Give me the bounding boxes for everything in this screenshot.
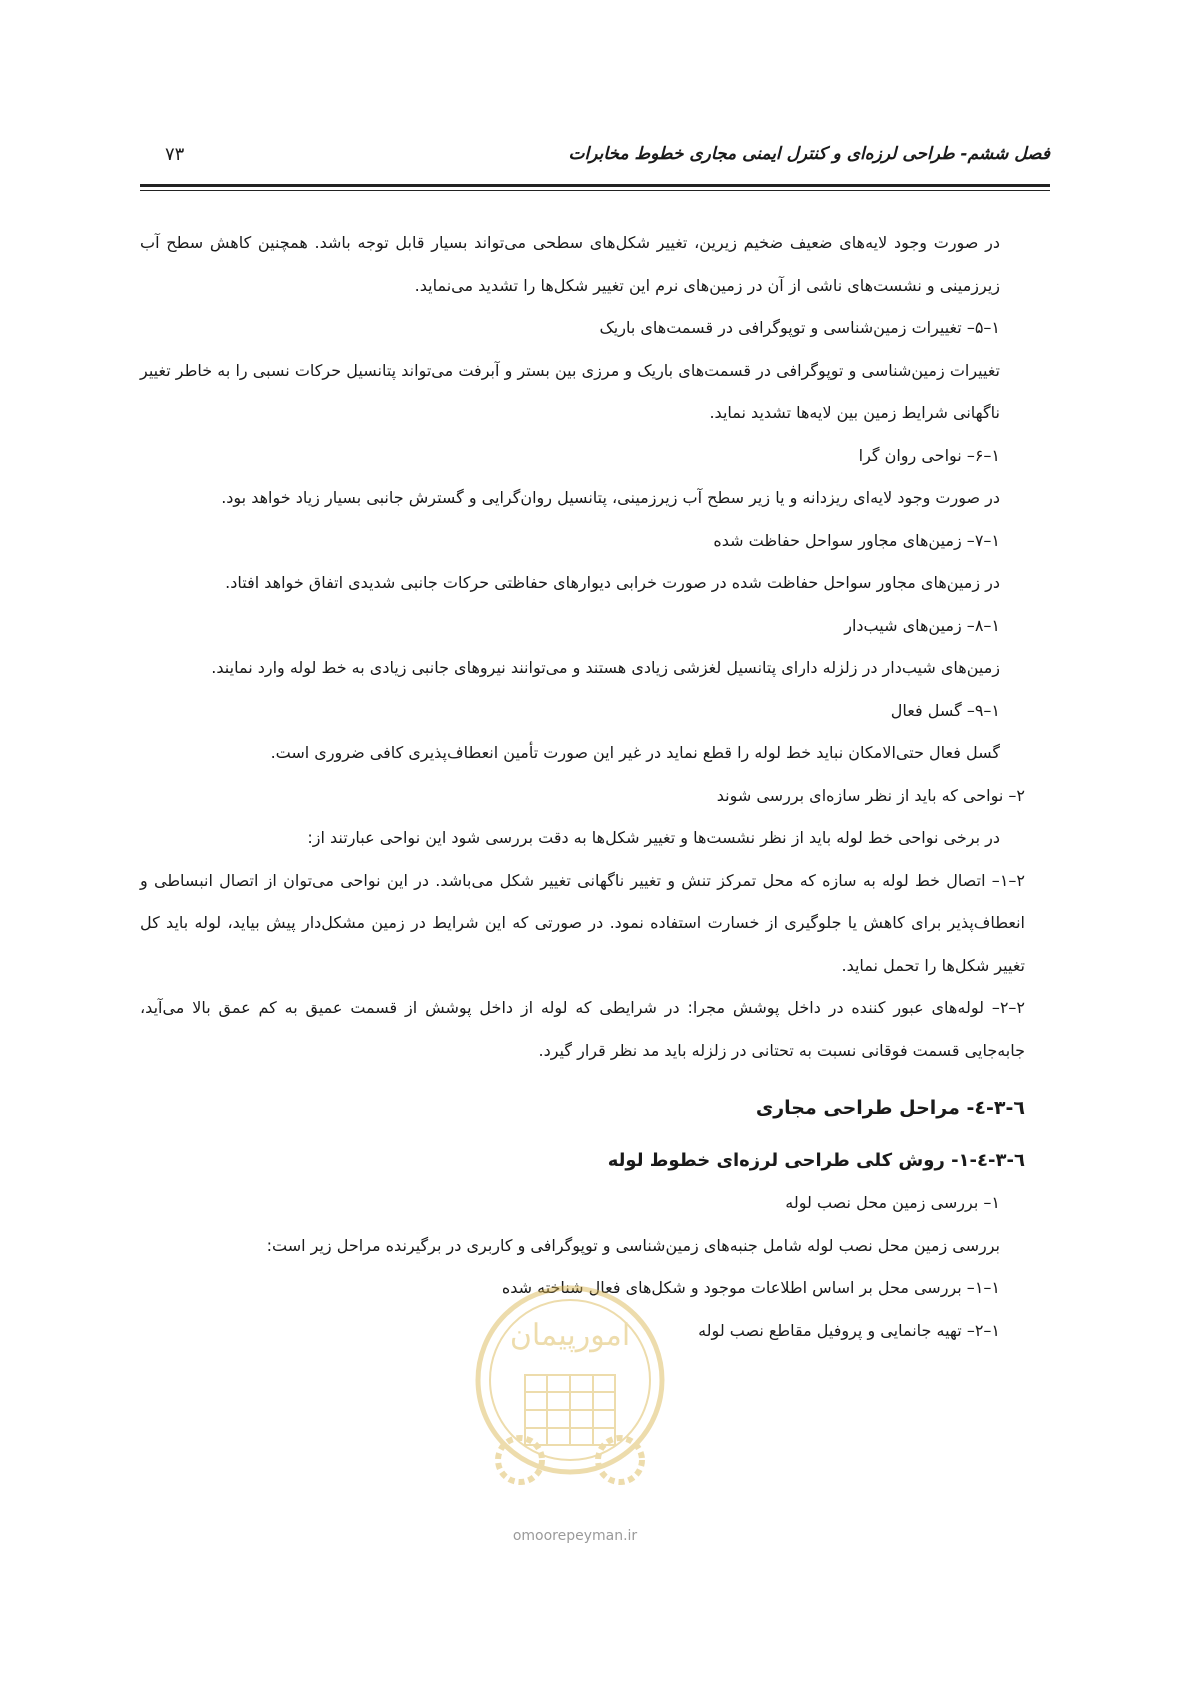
page-number: ۷۳ <box>165 144 185 165</box>
paragraph: ۲–۱– اتصال خط لوله به سازه که محل تمرکز تنش و تغییر ناگهانی تغییر شکل می‌باشد. در این نواحی می‌توان از اتصال انبساطی و انعطاف‌پذیر برای کاهش یا جلوگیری از خسارت استفاده نمود. در صورتی که این شرایط در زمین مشکل‌دار پیش بیاید، لوله باید کل تغییر شکل‌ها را تحمل نماید. <box>140 870 1025 975</box>
paragraph: ۲–۲– لوله‌های عبور کننده در داخل پوشش مجرا: در شرایطی که لوله از داخل پوشش از قسمت عمیق به کم عمق بالا می‌آید، جابه‌جایی قسمت فوقانی نسبت به تحتانی در زلزله باید مد نظر قرار گیرد. <box>140 998 1025 1060</box>
paragraph: در صورت وجود لایه‌ای ریزدانه و یا زیر سطح آب زیرزمینی، پتانسیل روان‌گرایی و گسترش جانبی بسیار زیاد خواهد بود. <box>221 488 1000 507</box>
list-item-title: ۲– نواحی که باید از نظر سازه‌ای بررسی شوند <box>716 785 1025 805</box>
section-heading: ٦-٣-٤- مراحل طراحی مجاری <box>755 1097 1025 1119</box>
watermark-url: omoorepeyman.ir <box>512 1528 638 1544</box>
list-item: ۱–۲– تهیه جانمایی و پروفیل مقاطع نصب لوله <box>698 1320 1000 1340</box>
paragraph: بررسی زمین محل نصب لوله شامل جنبه‌های زمین‌شناسی و توپوگرافی و کاربری در برگیرنده مراحل زیر است: <box>266 1235 1000 1255</box>
page-body <box>140 222 1025 1352</box>
paragraph: زمین‌های شیب‌دار در زلزله دارای پتانسیل لغزشی زیادی هستند و می‌توانند نیروهای جانبی زیادی به خط لوله وارد نمایند. <box>211 658 1000 677</box>
paragraph: در صورت وجود لایه‌های ضعیف ضخیم زیرین، تغییر شکل‌های سطحی می‌تواند بسیار قابل توجه باشد. همچنین کاهش سطح آب زیرزمینی و نشست‌های ناشی از آن در زمین‌های نرم این تغییر شکل‌ها را تشدید می‌نماید. <box>140 233 1000 295</box>
list-item: ۱–۱– بررسی محل بر اساس اطلاعات موجود و شکل‌های فعال شناخته شده <box>501 1278 1000 1297</box>
list-item-title: ۱–۹– گسل فعال <box>890 700 1000 720</box>
paragraph: در برخی نواحی خط لوله باید از نظر نشست‌ها و تغییر شکل‌ها به دقت بررسی شود این نواحی عبارتند از: <box>307 828 1000 847</box>
header-rule-thin <box>140 190 1050 191</box>
paragraph: تغییرات زمین‌شناسی و توپوگرافی در قسمت‌های باریک و مرزی بین بستر و آبرفت می‌تواند پتانسیل حرکات نسبی را به خاطر تغییر ناگهانی شرایط زمین بین لایه‌ها تشدید نماید. <box>140 360 1000 422</box>
paragraph: گسل فعال حتی‌الامکان نباید خط لوله را قطع نماید در غیر این صورت تأمین انعطاف‌پذیری کافی ضروری است. <box>270 743 1000 762</box>
list-item-title: ۱–۶– نواحی روان گرا <box>858 445 1000 465</box>
list-item-title: ۱–۷– زمین‌های مجاور سواحل حفاظت شده <box>713 530 1000 550</box>
subsection-heading: ٦-٣-٤-١- روش کلی طراحی لرزه‌ای خطوط لوله <box>607 1150 1025 1171</box>
paragraph: در زمین‌های مجاور سواحل حفاظت شده در صورت خرابی دیوارهای حفاظتی حرکات جانبی شدیدی اتفاق خواهد افتاد. <box>225 573 1000 592</box>
list-item-title: ۱–۸– زمین‌های شیب‌دار <box>844 615 1000 635</box>
chapter-title: فصل ششم- طراحی لرزه‌ای و کنترل ایمنی مجاری خطوط مخابرات <box>568 144 1050 164</box>
watermark-logo-icon <box>470 1270 670 1520</box>
page-header <box>140 140 1050 176</box>
watermark-logo-text: امورپیمان <box>509 1318 631 1353</box>
header-rule-thick <box>140 184 1050 187</box>
list-item-title: ۱– بررسی زمین محل نصب لوله <box>785 1193 1000 1212</box>
list-item-title: ۱–۵– تغییرات زمین‌شناسی و توپوگرافی در قسمت‌های باریک <box>599 318 1000 337</box>
